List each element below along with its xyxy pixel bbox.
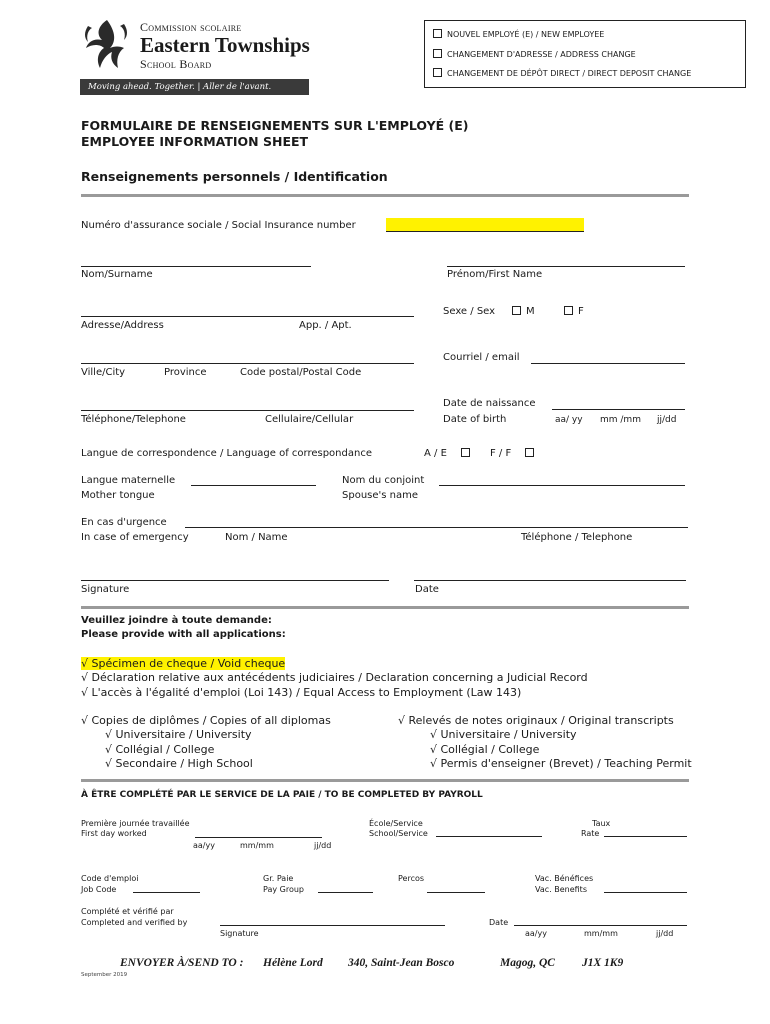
lang-english-option[interactable]: A / E [424, 448, 475, 459]
emergency-input[interactable] [185, 527, 688, 528]
transcript-college: √ Collégial / College [430, 743, 540, 756]
surname-input[interactable] [81, 266, 311, 267]
attach-diplomas: √ Copies de diplômes / Copies of all diplomas [81, 714, 331, 727]
transcript-teaching-permit: √ Permis d'enseigner (Brevet) / Teaching Permit [430, 757, 692, 770]
spouse-label-en: Spouse's name [342, 490, 419, 501]
checkbox-icon[interactable] [433, 68, 442, 77]
completed-date-dd: jj/dd [656, 929, 674, 938]
section-personal-title: Renseignements personnels / Identification [81, 169, 388, 184]
lang-corr-label: Langue de correspondence / Language of correspondance [81, 448, 372, 459]
phone-label: Téléphone/Telephone [81, 414, 186, 425]
first-day-mm: mm/mm [240, 841, 274, 850]
sin-label: Numéro d'assurance sociale / Social Insurance number [81, 220, 356, 231]
apt-label: App. / Apt. [299, 320, 352, 331]
form-title-fr: FORMULAIRE DE RENSEIGNEMENTS SUR L'EMPLOYÉ (E) [81, 118, 469, 133]
request-deposit-change[interactable]: CHANGEMENT DE DÉPÔT DIRECT / DIRECT DEPOSIT CHANGE [433, 69, 691, 78]
send-to-city: Magog, QC [500, 957, 555, 969]
percos-label: Percos [398, 874, 425, 883]
rate-label-en: Rate [581, 829, 600, 838]
city-input[interactable] [81, 363, 414, 364]
diploma-college: √ Collégial / College [105, 743, 215, 756]
checkbox-icon[interactable] [461, 448, 470, 457]
pay-group-label-fr: Gr. Paie [263, 874, 294, 883]
logo-line-3: School Board [140, 57, 212, 71]
job-code-label-fr: Code d'emploi [81, 874, 139, 883]
pay-group-input[interactable] [318, 892, 373, 893]
attach-heading-fr: Veuillez joindre à toute demande: [81, 615, 272, 626]
logo-banner: Moving ahead. Together. | Aller de l'avant. Ensemble. [80, 79, 309, 95]
dob-label-en: Date of birth [443, 414, 507, 425]
payroll-heading: À ÊTRE COMPLÉTÉ PAR LE SERVICE DE LA PAIE / TO BE COMPLETED BY PAYROLL [81, 790, 483, 800]
completed-by-label-fr: Complété et vérifié par [81, 907, 174, 916]
sex-f-option[interactable]: F [564, 306, 584, 317]
completed-date-mm: mm/mm [584, 929, 618, 938]
date-input[interactable] [414, 580, 686, 581]
signature-input[interactable] [81, 580, 389, 581]
attach-item-judicial: √ Déclaration relative aux antécédents judiciaires / Declaration concerning a Judicial Record [81, 671, 588, 684]
percos-input[interactable] [427, 892, 485, 893]
send-to-postal: J1X 1K9 [582, 957, 624, 969]
completed-signature-input[interactable] [220, 925, 445, 926]
dob-dd: jj/dd [657, 415, 677, 425]
send-to-label: ENVOYER À/SEND TO : [120, 957, 244, 969]
emergency-label-fr: En cas d'urgence [81, 517, 167, 528]
email-label: Courriel / email [443, 352, 520, 363]
email-input[interactable] [531, 363, 685, 364]
phone-input[interactable] [81, 410, 414, 411]
dob-input[interactable] [552, 409, 685, 410]
pay-group-label-en: Pay Group [263, 885, 304, 894]
postal-label: Code postal/Postal Code [240, 367, 362, 378]
attach-item-cheque: √ Spécimen de cheque / Void cheque [81, 657, 286, 670]
attach-heading-en: Please provide with all applications: [81, 629, 286, 640]
request-address-change[interactable]: CHANGEMENT D'ADRESSE / ADDRESS CHANGE [433, 50, 636, 59]
request-new-employee[interactable]: NOUVEL EMPLOYÉ (E) / NEW EMPLOYEE [433, 30, 604, 39]
logo-line-2: Eastern Townships [140, 33, 310, 57]
sex-label: Sexe / Sex [443, 306, 496, 317]
address-label: Adresse/Address [81, 320, 164, 331]
checkbox-icon[interactable] [564, 306, 573, 315]
first-day-yy: aa/yy [193, 841, 215, 850]
vac-benefits-input[interactable] [604, 892, 687, 893]
sex-m-option[interactable]: M [512, 306, 535, 317]
attach-transcripts: √ Relevés de notes originaux / Original transcripts [398, 714, 674, 727]
surname-label: Nom/Surname [81, 269, 153, 280]
completed-date-label: Date [489, 918, 509, 927]
emergency-name-label: Nom / Name [225, 532, 288, 543]
job-code-label-en: Job Code [81, 885, 117, 894]
first-day-input[interactable] [195, 837, 322, 838]
vac-benefits-label-en: Vac. Benefits [535, 885, 587, 894]
request-type-box [424, 20, 746, 88]
vac-benefits-label-fr: Vac. Bénéfices [535, 874, 594, 883]
mother-tongue-label-en: Mother tongue [81, 490, 155, 501]
address-input[interactable] [81, 316, 414, 317]
date-label: Date [415, 584, 439, 595]
checkbox-icon[interactable] [433, 49, 442, 58]
logo-line-1: Commission scolaire [140, 20, 242, 34]
first-day-label-fr: Première journée travaillée [81, 819, 190, 828]
school-input[interactable] [436, 836, 542, 837]
completed-by-label-en: Completed and verified by [81, 918, 188, 927]
emergency-label-en: In case of emergency [81, 532, 189, 543]
sin-input[interactable] [386, 218, 584, 232]
checkbox-icon[interactable] [433, 29, 442, 38]
first-day-label-en: First day worked [81, 829, 147, 838]
province-label: Province [164, 367, 207, 378]
firstname-input[interactable] [447, 266, 685, 267]
send-to-street: 340, Saint-Jean Bosco [348, 957, 455, 969]
diploma-university: √ Universitaire / University [105, 728, 252, 741]
mother-tongue-input[interactable] [191, 485, 316, 486]
send-to-name: Hélène Lord [263, 957, 323, 969]
section-divider [81, 779, 689, 782]
checkbox-icon[interactable] [525, 448, 534, 457]
school-label-en: School/Service [369, 829, 428, 838]
lang-french-option[interactable]: F / F [490, 448, 539, 459]
city-label: Ville/City [81, 367, 126, 378]
dob-mm: mm /mm [600, 415, 641, 425]
diploma-highschool: √ Secondaire / High School [105, 757, 253, 770]
section-divider [81, 606, 689, 609]
completed-signature-label: Signature [220, 929, 259, 938]
dob-yy: aa/ yy [555, 415, 583, 425]
first-day-dd: jj/dd [314, 841, 332, 850]
section-divider [81, 194, 689, 197]
job-code-input[interactable] [133, 892, 200, 893]
school-board-logo-icon [80, 18, 134, 70]
completed-date-input[interactable] [514, 925, 687, 926]
cell-label: Cellulaire/Cellular [265, 414, 354, 425]
form-title-en: EMPLOYEE INFORMATION SHEET [81, 134, 309, 149]
transcript-university: √ Universitaire / University [430, 728, 577, 741]
checkbox-icon[interactable] [512, 306, 521, 315]
spouse-label-fr: Nom du conjoint [342, 475, 425, 486]
attach-item-equal-access: √ L'accès à l'égalité d'emploi (Loi 143) / Equal Access to Employment (Law 143) [81, 686, 522, 699]
emergency-phone-label: Téléphone / Telephone [521, 532, 633, 543]
rate-input[interactable] [604, 836, 687, 837]
footer-date: September 2019 [81, 972, 128, 978]
signature-label: Signature [81, 584, 130, 595]
completed-date-yy: aa/yy [525, 929, 547, 938]
school-label-fr: École/Service [369, 819, 423, 828]
spouse-input[interactable] [439, 485, 685, 486]
firstname-label: Prénom/First Name [447, 269, 543, 280]
mother-tongue-label-fr: Langue maternelle [81, 475, 176, 486]
rate-label-fr: Taux [592, 819, 611, 828]
dob-label-fr: Date de naissance [443, 398, 536, 409]
